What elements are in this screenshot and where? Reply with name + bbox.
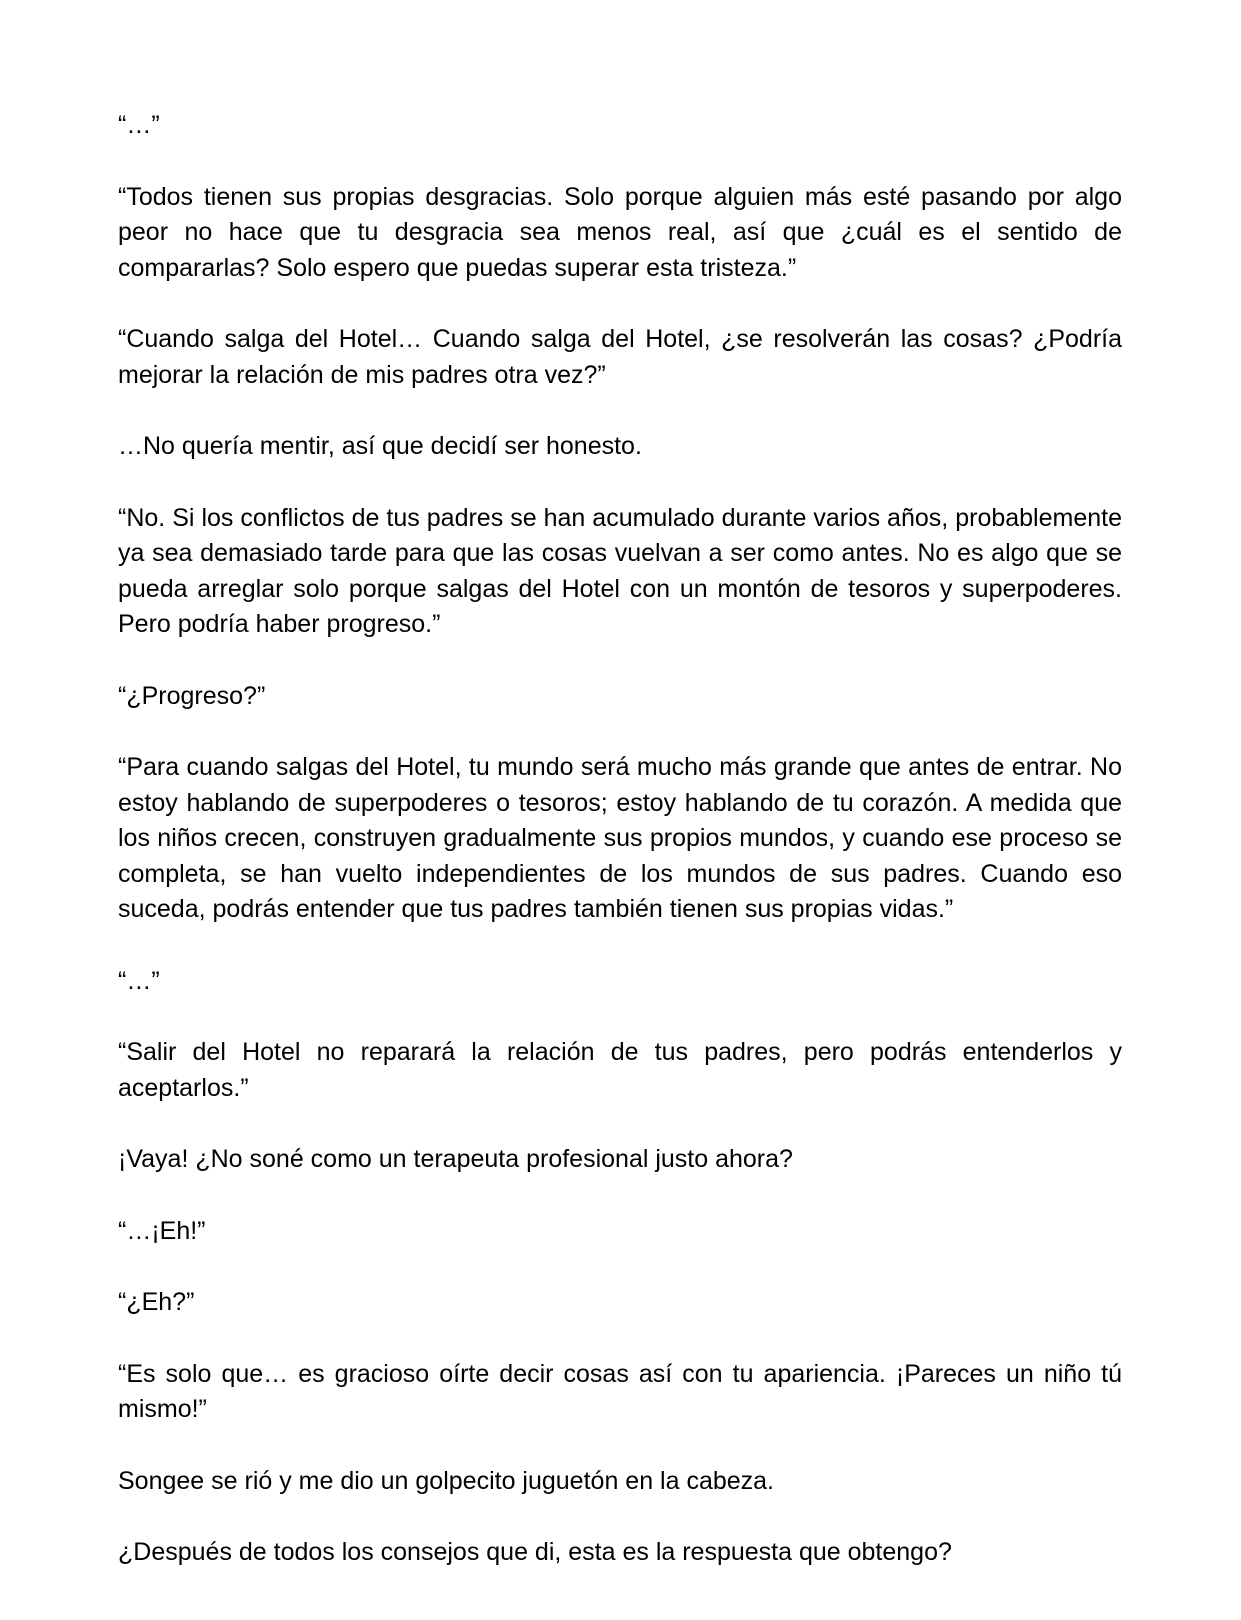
document-page (118, 108, 1122, 1607)
paragraph: “Salir del Hotel no reparará la relación de tus padres, pero podrás entenderlos y aceptarlos.” (118, 1038, 1122, 1102)
paragraph: “…” (118, 111, 160, 139)
paragraph: “Para cuando salgas del Hotel, tu mundo será mucho más grande que antes de entrar. No estoy hablando de superpoderes o tesoros; estoy hablando de tu corazón. A medida que los niños crecen, construyen gradualmente sus propios mundos, y cuando ese proceso se completa, se han vuelto independientes de los mundos de sus padres. Cuando eso suceda, podrás entender que tus padres también tienen sus propias vidas.” (118, 753, 1122, 923)
paragraph: “Es solo que… es gracioso oírte decir cosas así con tu apariencia. ¡Pareces un niño tú mismo!” (118, 1359, 1122, 1423)
paragraph: …No quería mentir, así que decidí ser honesto. (118, 432, 642, 460)
paragraph: “¿Eh?” (118, 1288, 195, 1316)
paragraph: “Todos tienen sus propias desgracias. Solo porque alguien más esté pasando por algo peor no hace que tu desgracia sea menos real, así que ¿cuál es el sentido de compararlas? Solo espero que puedas superar esta tristeza.” (118, 182, 1122, 282)
paragraph: ¡Vaya! ¿No soné como un terapeuta profesional justo ahora? (118, 1145, 793, 1173)
paragraph: “…¡Eh!” (118, 1216, 206, 1245)
paragraph: Songee se rió y me dio un golpecito juguetón en la cabeza. (118, 1466, 775, 1495)
paragraph: “No. Si los conflictos de tus padres se han acumulado durante varios años, probablemente ya sea demasiado tarde para que las cosas vuelvan a ser como antes. No es algo que se pueda arreglar solo porque salgas del Hotel con un montón de tesoros y superpoderes. Pero podría haber progreso.” (118, 503, 1122, 638)
paragraph: “¿Progreso?” (118, 681, 266, 710)
paragraph: “Cuando salga del Hotel… Cuando salga del Hotel, ¿se resolverán las cosas? ¿Podría mejorar la relación de mis padres otra vez?” (118, 325, 1122, 389)
paragraph: ¿Después de todos los consejos que di, esta es la respuesta que obtengo? (118, 1538, 952, 1566)
paragraph: “…” (118, 966, 160, 995)
